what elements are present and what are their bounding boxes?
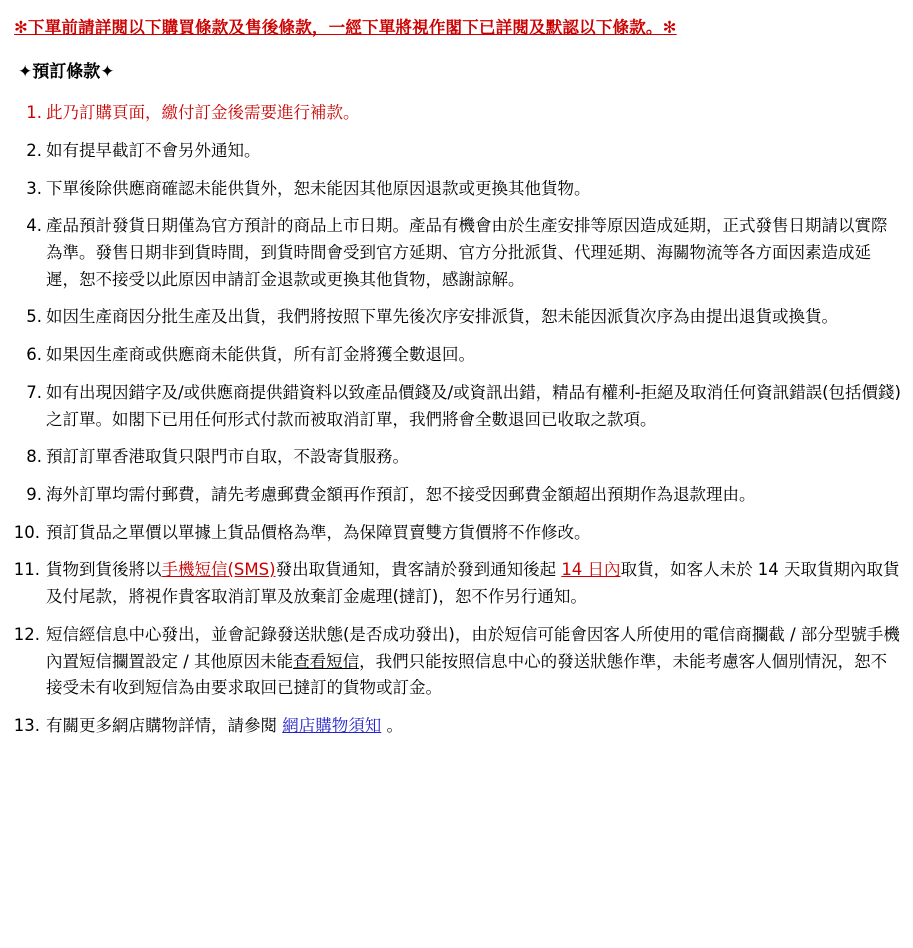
term-item	[12, 176, 901, 203]
term-text: 如有出現因錯字及/或供應商提供錯資料以致產品價錢及/或資訊出錯，精品有權利-拒絕及取消任何資訊錯誤(包括價錢) 之訂單。如閣下已用任何形式付款而被取消訂單，我們將會全數退回已收取之款項。	[46, 382, 901, 429]
term-text: 發出取貨通知，貴客請於發到通知後起	[275, 560, 562, 580]
term-text: 如有提早截訂不會另外通知。	[46, 140, 261, 160]
emphasis-text: 查看短信	[293, 651, 360, 671]
term-text: 海外訂單均需付郵費，請先考慮郵費金額再作預訂，恕不接受因郵費金額超出預期作為退款理由。	[46, 485, 756, 504]
term-text: 預訂貨品之單價以單據上貨品價格為準，為保障買賣雙方貨價將不作修改。	[46, 522, 591, 542]
term-item	[12, 342, 901, 369]
term-item	[12, 520, 901, 547]
diamond-bullet-end-icon: ✦	[100, 62, 115, 83]
term-item	[12, 380, 901, 433]
emphasis-text: 手機短信(SMS)	[161, 560, 276, 580]
term-text: 如果因生產商或供應商未能供貨，所有訂金將獲全數退回。	[46, 345, 475, 365]
term-text: 下單後除供應商確認未能供貨外，恕未能因其他原因退款或更換其他貨物。	[46, 178, 591, 198]
shopping-guide-link[interactable]: 網店購物須知	[282, 716, 382, 736]
term-text: 取貨，如客人未於 14 天取貨期內取貨及付尾款，將視作貴客取消訂單及放棄訂金處理(撻訂)，恕不作另行通知。	[46, 560, 900, 607]
term-item	[12, 304, 901, 331]
term-text: 有關更多網店購物詳情，請參閱	[46, 716, 283, 736]
term-item	[12, 444, 901, 471]
term-text: 如因生產商因分批生產及出貨，我們將按照下單先後次序安排派貨，恕未能因派貨次序為由提出退貨或換貨。	[46, 307, 838, 327]
term-text: 。	[381, 716, 403, 736]
term-item	[12, 138, 901, 165]
term-text: 短信經信息中心發出，並會記錄發送狀態(是否成功發出)，由於短信可能會因客人所使用的電信商攔截 / 部分型號手機內置短信攔置設定 / 其他原因未能	[46, 624, 900, 671]
term-text: 產品預計發貨日期僅為官方預計的商品上市日期。產品有機會由於生產安排等原因造成延期，正式發售日期請以實際為準。發售日期非到貨時間，到貨時間會受到官方延期、官方分批派貨、代理延期、海關物流等各方面因素造成延遲，恕不接受以此原因申請訂金退款或更換其他貨物，感謝諒解。	[46, 216, 888, 289]
emphasis-text: 14 日內	[561, 560, 621, 580]
term-item	[12, 622, 901, 702]
term-text: 此乃訂購頁面，繳付訂金後需要進行補款。	[46, 103, 360, 123]
term-text: ，我們只能按照信息中心的發送狀態作準，未能考慮客人個別情況，恕不接受未有收到短信為由要求取回已撻訂的貨物或訂金。	[46, 651, 888, 698]
notice-star-right: ✻	[662, 18, 677, 37]
term-item	[12, 100, 901, 127]
term-text: 貨物到貨後將以	[46, 560, 162, 580]
term-item	[12, 482, 901, 509]
diamond-bullet-icon: ✦	[18, 62, 33, 83]
top-notice	[14, 16, 901, 39]
section-title	[18, 57, 901, 82]
term-item	[12, 713, 901, 740]
term-item	[12, 213, 901, 293]
term-item	[12, 557, 901, 610]
terms-list	[12, 100, 901, 740]
section-title-label: 預訂條款	[32, 62, 101, 83]
term-text: 預訂訂單香港取貨只限門市自取，不設寄貨服務。	[46, 447, 409, 467]
notice-text: 下單前請詳閱以下購買條款及售後條款，一經下單將視作閣下已詳閱及默認以下條款。	[28, 18, 663, 37]
notice-star-left: ✻	[14, 18, 29, 37]
